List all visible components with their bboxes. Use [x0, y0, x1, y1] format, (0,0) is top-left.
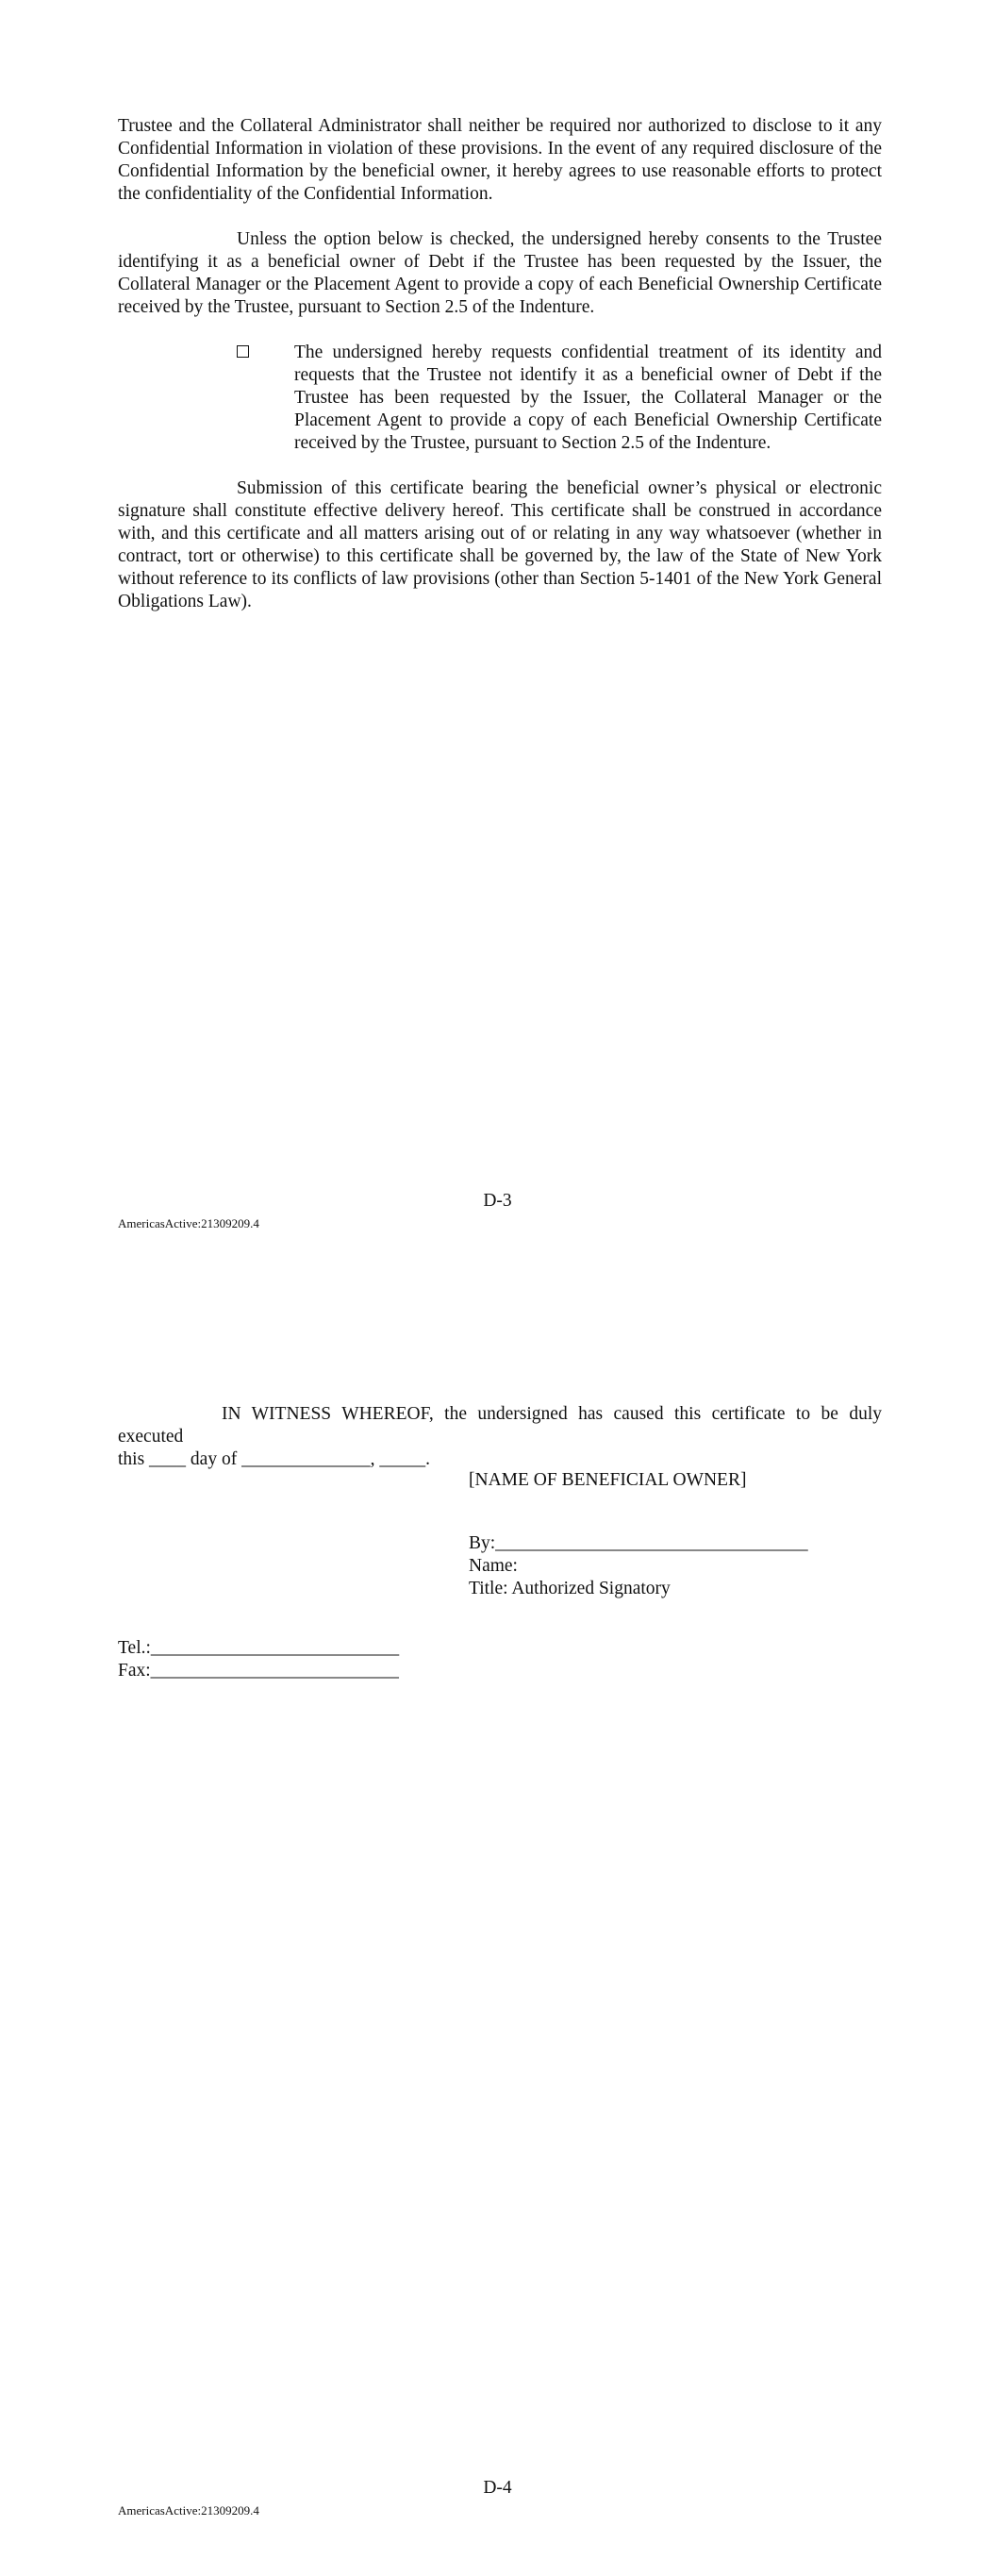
consent-paragraph: Unless the option below is checked, the undersigned hereby consents to the Trustee identifying it as a beneficial owner of Debt if the Trustee has been requested by the Issuer, the Collateral Manager or the Placement Agent to provide a copy of each Beneficial Ownership Certificate received by the Trustee, pursuant to Section 2.5 of the Indenture. — [118, 229, 882, 317]
fax-line[interactable]: Fax:___________________________ — [118, 1661, 399, 1681]
beneficial-owner-name: [NAME OF BENEFICIAL OWNER] — [469, 1470, 747, 1490]
witness-line-1: IN WITNESS WHEREOF, the undersigned has caused this certificate to be duly executed — [118, 1404, 882, 1447]
witness-line-2: this ____ day of ______________, _____. — [118, 1449, 430, 1469]
governing-law-paragraph: Submission of this certificate bearing the beneficial owner’s physical or electronic signature shall constitute effective delivery hereof. This certificate shall be construed in accordance with, and this certificate and all matters arising out of or relating in any way whatsoever (whether in contract, tort or otherwise) to this certificate shall be governed by, the law of the State of New York without reference to its conflicts of law provisions (other than Section 5-1401 of the New York General Obligations Law). — [118, 478, 882, 611]
document-id: AmericasActive:21309209.4 — [118, 1216, 259, 1230]
page-body — [118, 115, 882, 636]
telephone-line[interactable]: Tel.:___________________________ — [118, 1638, 400, 1658]
signature-block — [469, 1532, 808, 1600]
contact-block — [118, 1637, 399, 1682]
page-number: D-4 — [483, 2478, 512, 2498]
checkbox-icon[interactable] — [237, 345, 249, 358]
signatory-name-line[interactable]: Name: — [469, 1556, 518, 1576]
document-id: AmericasActive:21309209.4 — [118, 2503, 259, 2517]
witness-clause — [118, 1403, 882, 1471]
signatory-title-line: Title: Authorized Signatory — [469, 1579, 671, 1598]
page-number: D-3 — [483, 1191, 512, 1211]
by-signature-line[interactable]: By:__________________________________ — [469, 1533, 808, 1553]
confidential-treatment-text: The undersigned hereby requests confidential treatment of its identity and requests that the Trustee not identify it as a beneficial owner of Debt if the Trustee has been requested by the Issuer, the Collateral Manager or the Placement Agent to provide a copy of each Beneficial Ownership Certificate received by the Trustee, pursuant to Section 2.5 of the Indenture. — [294, 343, 882, 453]
confidential-treatment-option — [118, 342, 882, 455]
confidentiality-paragraph: Trustee and the Collateral Administrator shall neither be required nor authorized to disclose to it any Confidential Information in violation of these provisions. In the event of any required disclosure of the Confidential Information by the beneficial owner, it hereby agrees to use reasonable efforts to protect the confidentiality of the Confidential Information. — [118, 116, 882, 204]
